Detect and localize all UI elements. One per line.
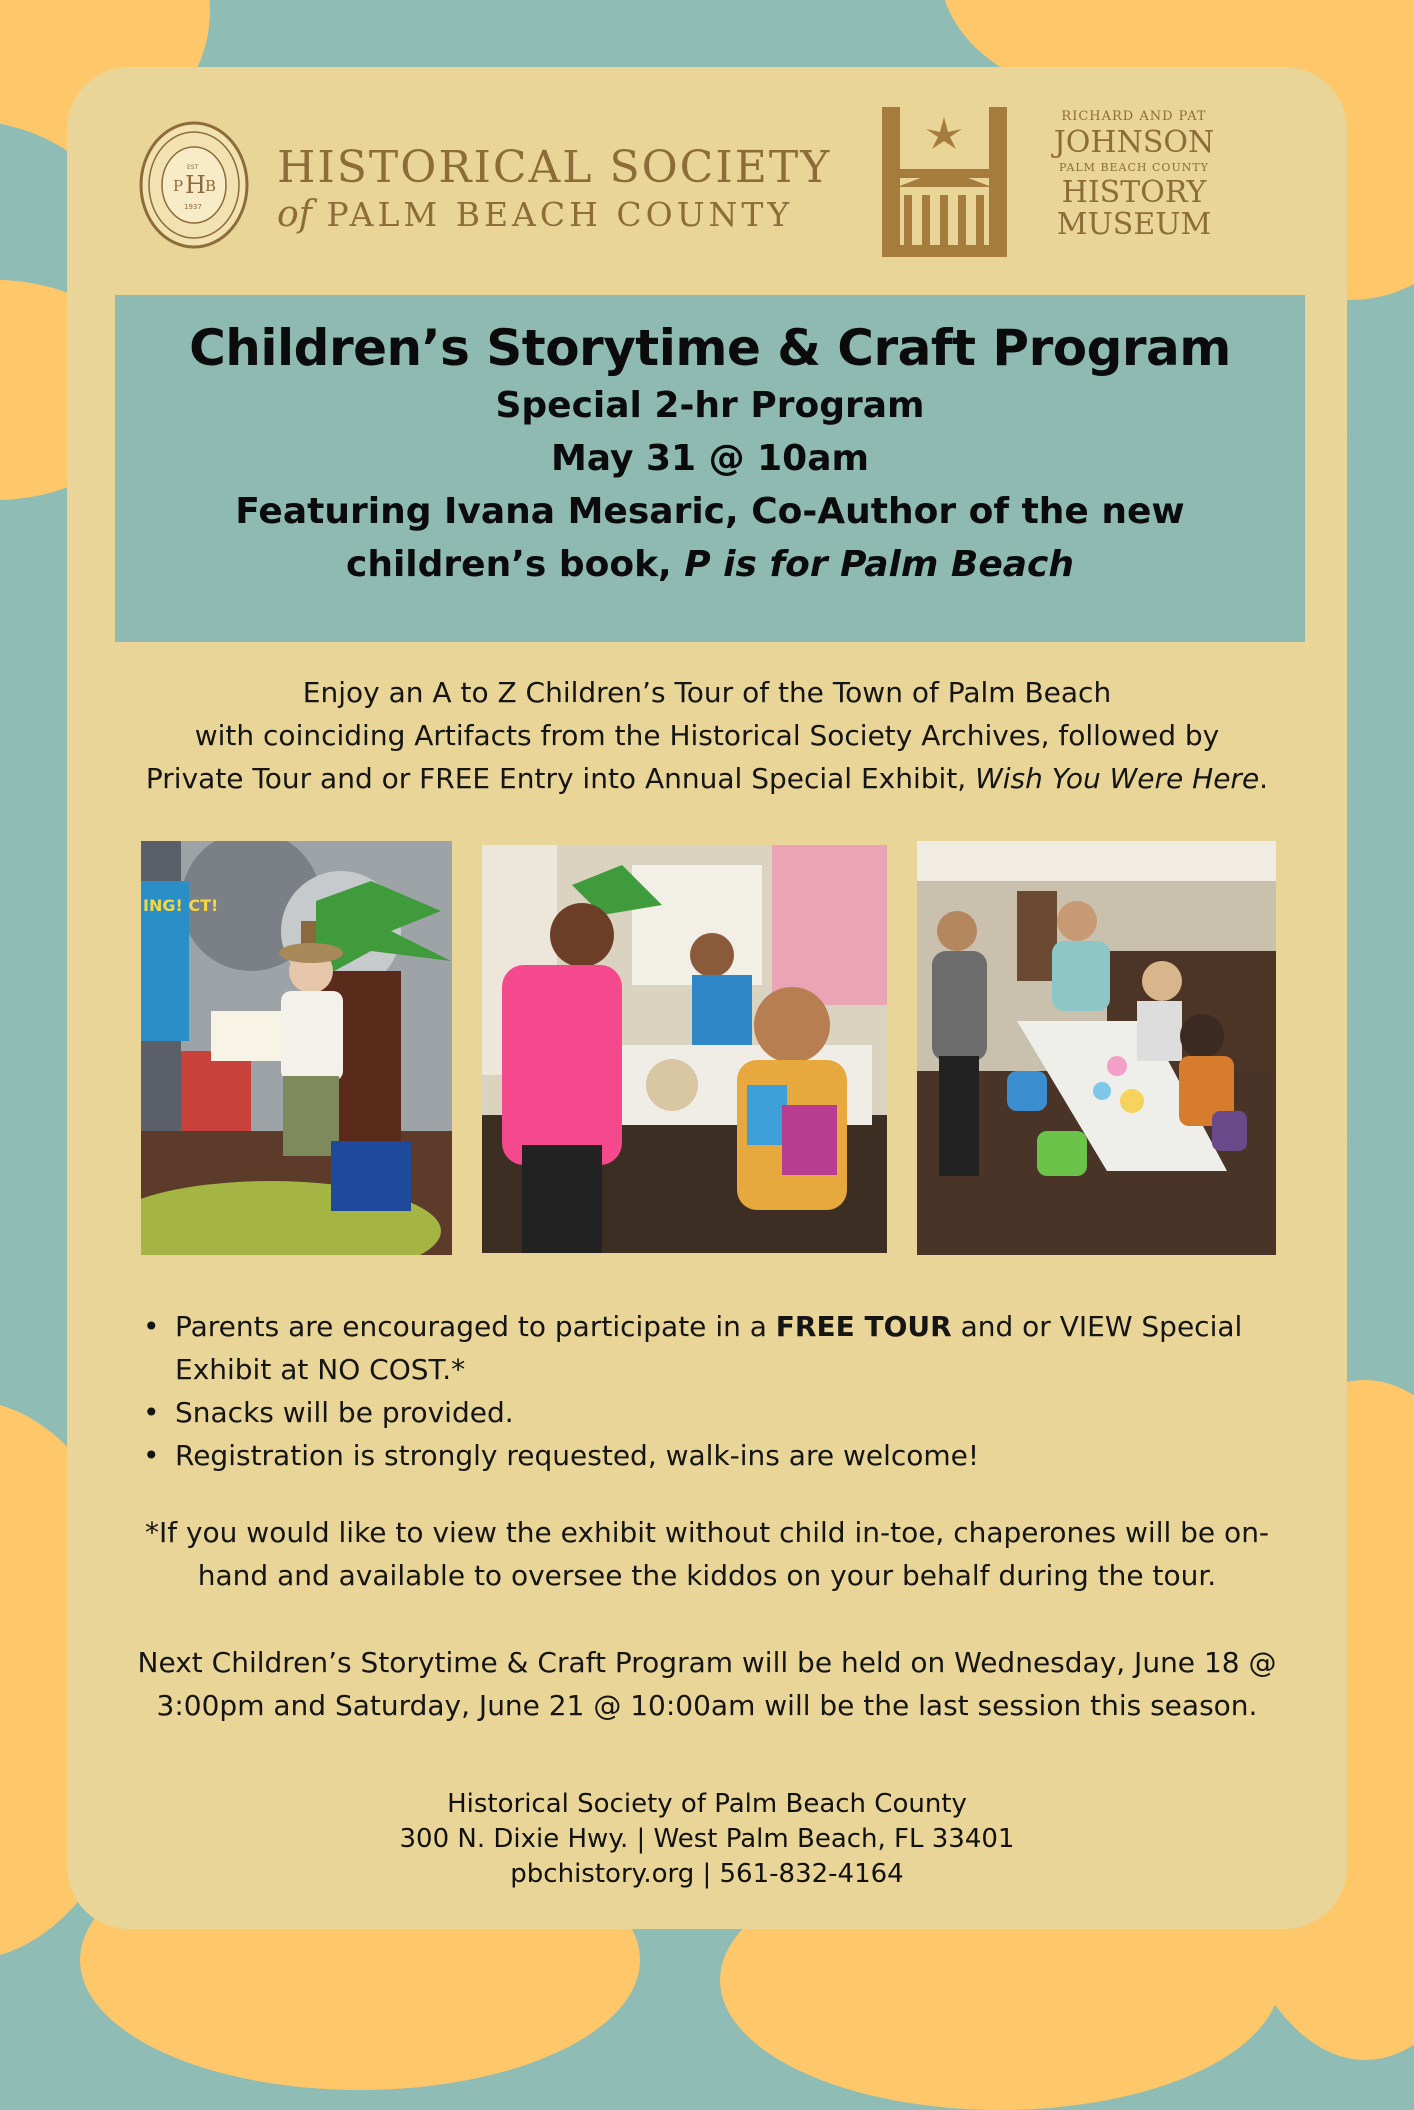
next-program-note	[97, 1641, 1317, 1727]
next-line1: Next Children’s Storytime & Craft Program will be held on Wednesday, June 18 @	[137, 1646, 1277, 1679]
hs-line2	[277, 193, 831, 237]
contact-footer	[107, 1787, 1307, 1892]
museum-line2: JOHNSON	[1053, 125, 1215, 160]
museum-wordmark	[1039, 107, 1229, 241]
bullet1-prefix: Parents are encouraged to participate in a	[175, 1310, 776, 1343]
list-item	[127, 1391, 1297, 1434]
list-item	[127, 1434, 1297, 1477]
museum-line1: RICHARD AND PAT	[1061, 109, 1207, 124]
note-line1: *If you would like to view the exhibit without child in-toe, chaperones will be on-	[144, 1516, 1270, 1549]
historical-society-wordmark	[277, 143, 831, 237]
svg-text:1937: 1937	[184, 203, 202, 211]
program-line1: Special 2-hr Program	[495, 385, 925, 426]
list-item	[127, 1305, 1297, 1391]
hs-of: of	[277, 194, 312, 235]
intro-line3	[97, 757, 1317, 800]
historical-society-logo	[139, 121, 879, 251]
note-line2: hand and available to oversee the kiddos on your behalf during the tour.	[197, 1559, 1217, 1592]
footer-org: Historical Society of Palm Beach County	[447, 1789, 967, 1819]
next-line2: 3:00pm and Saturday, June 21 @ 10:00am will be the last session this season.	[156, 1689, 1258, 1722]
bullet3-text: Registration is strongly requested, walk-ins are welcome!	[175, 1439, 980, 1472]
children-crafting-photo	[482, 845, 887, 1253]
footer-address: 300 N. Dixie Hwy. | West Palm Beach, FL 33401	[399, 1824, 1015, 1854]
storyteller-reading-photo	[141, 841, 452, 1255]
bullet1-line2: Exhibit at NO COST.*	[175, 1353, 466, 1386]
free-tour-emphasis: FREE TOUR	[775, 1310, 952, 1343]
program-date: May 31 @ 10am	[550, 438, 870, 479]
bullet2-text: Snacks will be provided.	[175, 1396, 514, 1429]
intro-line2: with coinciding Artifacts from the Historical Society Archives, followed by	[194, 719, 1220, 752]
museum-building-icon	[882, 107, 1007, 257]
bullet-marker: •	[143, 1396, 160, 1429]
bullet-marker: •	[143, 1310, 160, 1343]
hs-line1: HISTORICAL SOCIETY	[277, 142, 832, 193]
chaperone-note	[97, 1511, 1317, 1597]
bullet1-suffix: and or VIEW Special	[951, 1310, 1243, 1343]
intro-text	[97, 671, 1317, 800]
flyer-card	[67, 67, 1347, 1929]
museum-line5: MUSEUM	[1056, 207, 1212, 242]
svg-text:P: P	[173, 177, 184, 195]
historical-society-seal-icon	[139, 121, 249, 249]
program-title: Children’s Storytime & Craft Program	[189, 319, 1231, 377]
hs-county: PALM BEACH COUNTY	[326, 195, 794, 234]
bullet-marker: •	[143, 1439, 160, 1472]
intro-line3-suffix: .	[1259, 762, 1269, 795]
program-feature: Featuring Ivana Mesaric, Co-Author of the new	[235, 491, 1185, 532]
poster-text: ING! CT!	[143, 896, 219, 915]
footer-contact: pbchistory.org | 561-832-4164	[510, 1859, 904, 1889]
book-prefix: children’s book,	[345, 544, 685, 585]
families-at-craft-table-photo	[917, 841, 1276, 1255]
museum-line3: PALM BEACH COUNTY	[1059, 161, 1209, 174]
exhibit-name: Wish You Were Here	[975, 762, 1260, 795]
svg-text:B: B	[205, 177, 217, 195]
program-banner	[115, 295, 1305, 642]
svg-text:EST: EST	[187, 164, 199, 171]
svg-text:H: H	[185, 171, 206, 199]
info-bullet-list	[127, 1305, 1297, 1477]
intro-line1: Enjoy an A to Z Children’s Tour of the Town of Palm Beach	[302, 676, 1112, 709]
history-museum-logo	[882, 107, 1222, 257]
book-title: P is for Palm Beach	[684, 544, 1075, 585]
intro-line3-prefix: Private Tour and or FREE Entry into Annual Special Exhibit,	[145, 762, 976, 795]
program-book	[115, 538, 1305, 591]
museum-line4: HISTORY	[1061, 175, 1207, 210]
